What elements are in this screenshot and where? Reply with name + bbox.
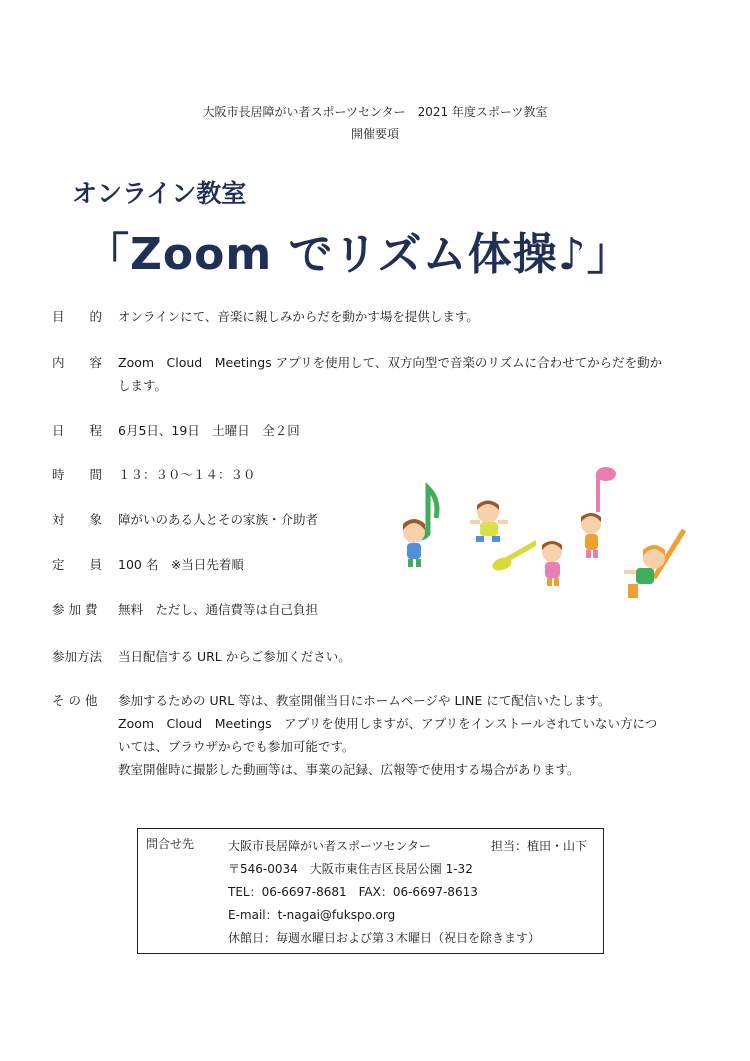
item-label: 内 容 (52, 355, 103, 370)
item-value (118, 351, 703, 397)
item-label: 目 的 (52, 309, 103, 324)
item-label: 定 員 (52, 557, 103, 572)
item-label: そ の 他 (52, 693, 98, 708)
item-text: 教室開催時に撮影した動画等は、事業の記録、広報等で使用する場合があります。 (118, 762, 580, 777)
item-text: Zoom Cloud Meetings アプリを使用して、双方向型で音楽のリズムに合わせてからだを動か (118, 355, 663, 370)
item-value (118, 645, 703, 668)
contact-organization: 大阪市長居障がい者スポーツセンター (228, 839, 432, 853)
item-text: オンラインにて、音楽に親しみからだを動かす場を提供します。 (118, 309, 479, 324)
item-text: 障がいのある人とその家族・介助者 (118, 512, 319, 527)
item-value (118, 305, 703, 328)
child-figure-icon (403, 519, 425, 567)
pink-music-note-icon (596, 467, 616, 512)
contact-details (228, 835, 603, 950)
item-text: 参加するための URL 等は、教室開催当日にホームページや LINE にて配信いたします。 (118, 693, 611, 708)
item-text: 無料 ただし、通信費等は自己負担 (118, 602, 319, 617)
child-figure-icon (542, 541, 562, 586)
header-organization-line: 大阪市長居障がい者スポーツセンター 2021 年度スポーツ教室 (202, 105, 548, 119)
item-label: 時 間 (52, 467, 103, 482)
child-figure-icon (581, 513, 601, 558)
item-text: 100 名 ※当日先着順 (118, 557, 244, 572)
contact-org-row (228, 835, 603, 858)
child-figure-icon (470, 501, 508, 543)
yellow-music-note-icon (491, 540, 536, 573)
contact-phone-fax: TEL：06-6697-8681 FAX：06-6697-8613 (228, 885, 478, 899)
contact-address: 〒546-0034 大阪市東住吉区長居公園 1-32 (228, 862, 473, 876)
item-text: 6月5日、19日 土曜日 全２回 (118, 423, 300, 438)
contact-box (137, 828, 604, 954)
item-label: 参 加 費 (52, 602, 98, 617)
item-label: 対 象 (52, 512, 103, 527)
contact-closed-days: 休館日：毎週水曜日および第３木曜日（祝日を除きます） (228, 931, 541, 945)
item-text: します。 (118, 378, 168, 393)
contact-label: 問合せ先 (146, 837, 195, 851)
header-document-type: 開催要項 (350, 127, 399, 141)
page-title: 「Zoom でリズム体操♪」 (85, 229, 632, 280)
contact-staff: 担当：植田・山下 (490, 839, 587, 853)
item-text: Zoom Cloud Meetings アプリを使用しますが、アプリをインストールされていない方につ (118, 716, 658, 731)
dancing-children-illustration (396, 460, 696, 610)
item-value (118, 419, 703, 442)
contact-email: E-mail：t-nagai@fukspo.org (228, 908, 396, 922)
item-text: １３：３０〜１４：３０ (118, 467, 256, 482)
header (0, 101, 750, 145)
item-label: 参加方法 (52, 649, 103, 664)
page-subtitle: オンライン教室 (72, 179, 247, 208)
item-text: 当日配信する URL からご参加ください。 (118, 649, 351, 664)
item-label: 日 程 (52, 423, 103, 438)
item-value (118, 689, 703, 781)
item-text: いては、ブラウザからでも参加可能です。 (118, 739, 355, 754)
